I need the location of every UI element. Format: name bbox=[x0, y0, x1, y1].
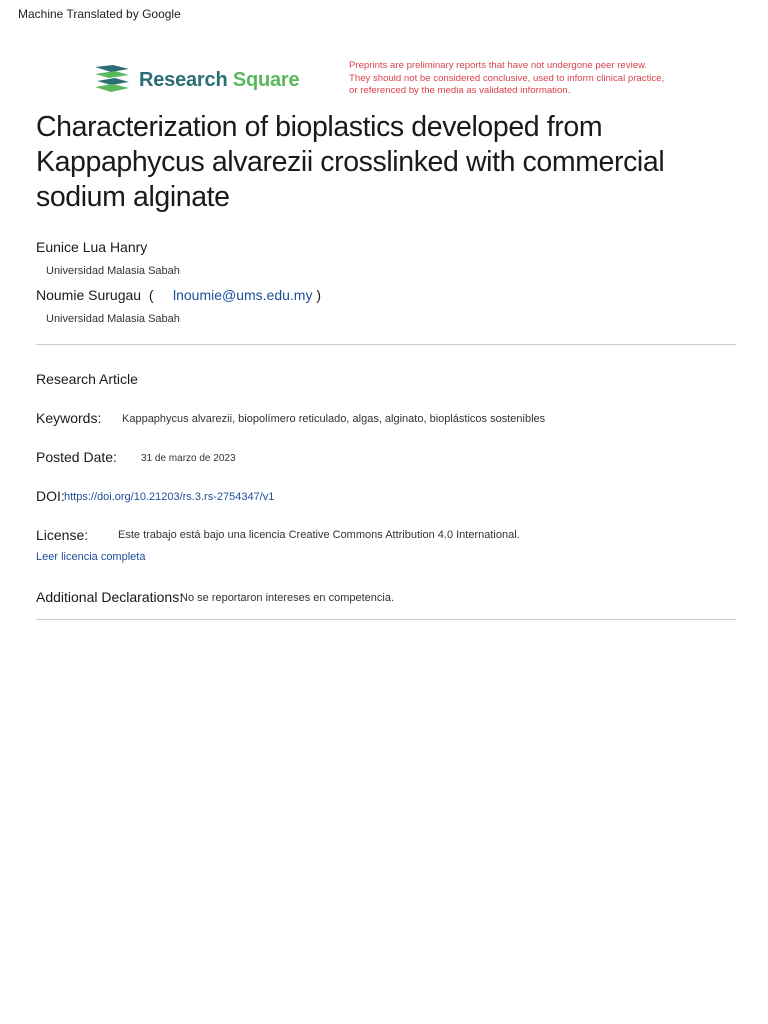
license-label: License: bbox=[36, 527, 89, 543]
doi-link[interactable]: https://doi.org/10.21203/rs.3.rs-2754347/v1 bbox=[64, 491, 275, 503]
posted-date-label: Posted Date: bbox=[36, 449, 117, 465]
research-square-logo[interactable] bbox=[95, 64, 299, 96]
title-line: sodium alginate bbox=[36, 181, 230, 213]
disclaimer-line: They should not be considered conclusive, used to inform clinical practice, bbox=[349, 72, 665, 84]
article-type: Research Article bbox=[36, 371, 138, 387]
divider bbox=[36, 619, 736, 620]
paren-open: ( bbox=[148, 287, 154, 303]
author-affiliation: Universidad Malasia Sabah bbox=[46, 313, 180, 325]
paren-close: ) bbox=[316, 287, 322, 303]
disclaimer-line: or referenced by the media as validated information. bbox=[349, 85, 571, 96]
title-line: Characterization of bioplastics developed from bbox=[36, 111, 603, 143]
additional-declarations-label: Additional Declarations: bbox=[36, 589, 184, 605]
research-square-logo-icon bbox=[95, 65, 131, 95]
additional-declarations-value: No se reportaron intereses en competencia. bbox=[180, 592, 395, 604]
preprint-disclaimer bbox=[349, 60, 739, 98]
divider bbox=[36, 344, 736, 345]
posted-date-value: 31 de marzo de 2023 bbox=[141, 453, 236, 464]
logo-wordmark: Research Square bbox=[139, 68, 300, 91]
keywords-label: Keywords: bbox=[36, 410, 102, 426]
keywords-value: Kappaphycus alvarezii, biopolímero reticulado, algas, alginato, bioplásticos sostenibles bbox=[122, 413, 546, 425]
doi-label: DOI: bbox=[36, 488, 65, 504]
license-value: Este trabajo está bajo una licencia Creative Commons Attribution 4.0 International. bbox=[118, 529, 520, 541]
corresponding-author bbox=[36, 287, 321, 303]
title-line: Kappaphycus alvarezii crosslinked with commercial bbox=[36, 146, 665, 178]
author-email-link[interactable]: lnoumie@ums.edu.my bbox=[172, 287, 313, 303]
disclaimer-line: Preprints are preliminary reports that have not undergone peer review. bbox=[349, 60, 648, 71]
author-name: Noumie Surugau bbox=[36, 287, 142, 303]
author-name: Eunice Lua Hanry bbox=[36, 239, 148, 255]
read-full-license-link[interactable]: Leer licencia completa bbox=[36, 551, 146, 563]
author-affiliation: Universidad Malasia Sabah bbox=[46, 265, 180, 277]
machine-translation-banner: Machine Translated by Google bbox=[18, 7, 181, 21]
paper-title bbox=[36, 110, 756, 215]
